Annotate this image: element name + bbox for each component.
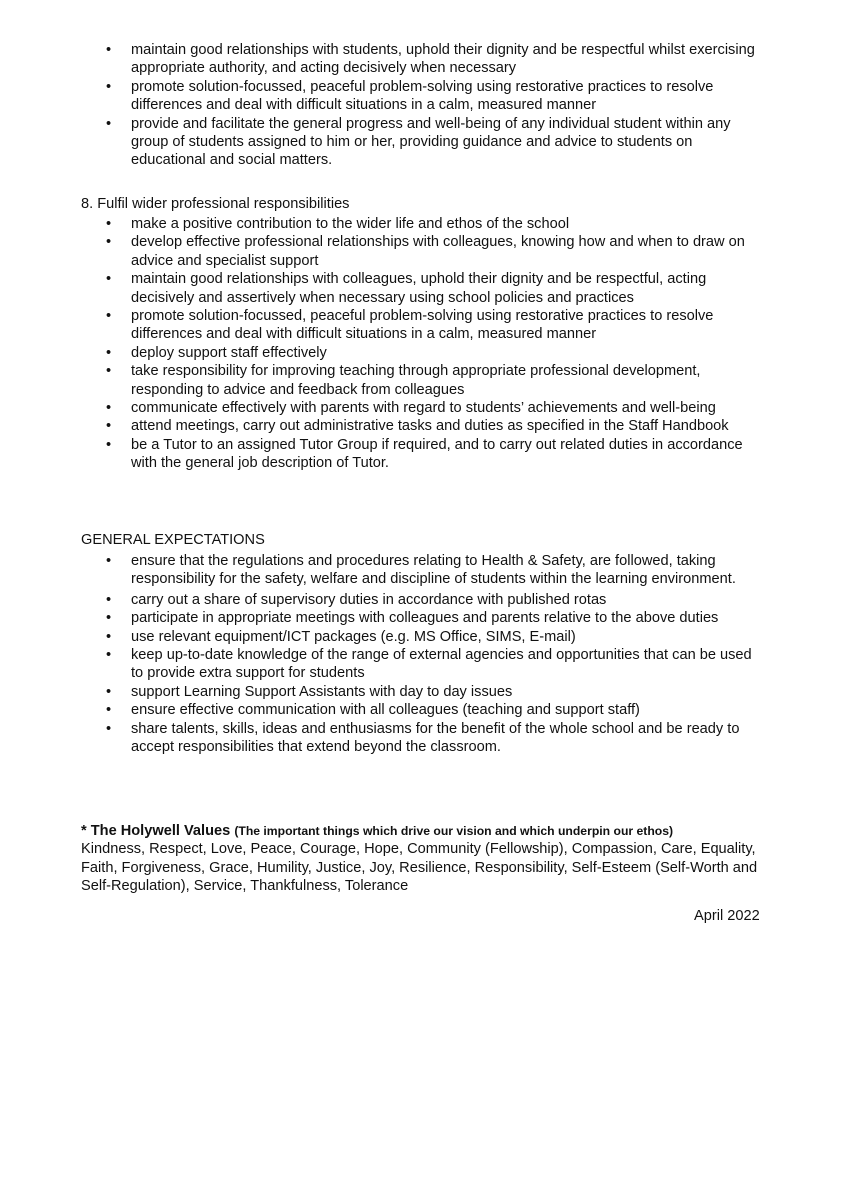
section8-heading: 8. Fulfil wider professional responsibilities: [81, 196, 350, 212]
bullet-icon: •: [106, 400, 112, 417]
section8-bullet-list: [0, 215, 849, 473]
bullet-icon: •: [106, 683, 112, 700]
bullet-icon: •: [106, 308, 112, 325]
bullet-icon: •: [106, 418, 112, 435]
general-bullet-list: [0, 552, 849, 756]
values-title: * The Holywell Values: [81, 823, 231, 839]
list-item: • ensure effective communication with all colleagues (teaching and support staff): [106, 702, 640, 719]
bullet-icon: •: [106, 702, 112, 719]
bullet-icon: •: [106, 271, 112, 288]
bullet-icon: •: [106, 720, 112, 737]
list-item: • use relevant equipment/ICT packages (e.g. MS Office, SIMS, E-mail): [106, 628, 576, 645]
bullet-icon: •: [106, 591, 112, 608]
list-item: • develop effective professional relationships with colleagues, knowing how and when to draw on advice and specialist support: [106, 234, 745, 269]
list-item: • keep up-to-date knowledge of the range of external agencies and opportunities that can be used to provide extra support for students: [106, 647, 752, 682]
list-item: • share talents, skills, ideas and enthusiasms for the benefit of the whole school and be ready to accept responsibilities that extend beyond the classroom.: [106, 720, 740, 756]
list-item: • maintain good relationships with colleagues, uphold their dignity and be respectful, acting decisively and assertively when necessary using school policies and practices: [106, 271, 707, 306]
bullet-icon: •: [106, 344, 112, 361]
general-expectations-heading: GENERAL EXPECTATIONS: [81, 532, 265, 548]
list-item: • deploy support staff effectively: [106, 344, 327, 361]
values-subtitle: (The important things which drive our vision and which underpin our ethos): [234, 824, 674, 838]
bullet-icon: •: [106, 610, 112, 627]
list-item: • communicate effectively with parents with regard to students’ achievements and well-being: [106, 400, 716, 417]
bullet-icon: •: [106, 553, 112, 569]
bullet-icon: •: [106, 363, 112, 380]
bullet-icon: •: [106, 647, 112, 664]
bullet-icon: •: [106, 628, 112, 645]
list-item: • attend meetings, carry out administrative tasks and duties as specified in the Staff Handbook: [106, 418, 729, 435]
values-text: Kindness, Respect, Love, Peace, Courage, Hope, Community (Fellowship), Compassion, Care, Equality, Faith, Forgiveness, Grace, Humility, Justice, Joy, Resilience, Responsibility, Self-Esteem (Self-Worth and Self-Regulation), Service, Thankfulness, Tolerance: [81, 841, 758, 895]
list-item: • carry out a share of supervisory duties in accordance with published rotas: [106, 591, 607, 608]
list-item: • be a Tutor to an assigned Tutor Group if required, and to carry out related duties in accordance with the general job description of Tutor.: [106, 436, 743, 472]
bullet-icon: •: [106, 234, 112, 251]
list-item: • promote solution-focussed, peaceful problem-solving using restorative practices to resolve differences and deal with difficult situations in a calm, measured manner: [106, 78, 714, 114]
bullet-icon: •: [106, 42, 112, 58]
bullet-icon: •: [106, 216, 112, 232]
list-item: • ensure that the regulations and procedures relating to Health & Safety, are followed, taking responsibility for the safety, welfare and discipline of students within the learning environment.: [106, 553, 736, 588]
list-item: • promote solution-focussed, peaceful problem-solving using restorative practices to resolve differences and deal with difficult situations in a calm, measured manner: [106, 308, 714, 343]
list-item: • support Learning Support Assistants with day to day issues: [106, 683, 513, 700]
bullet-icon: •: [106, 436, 112, 453]
document-date: April 2022: [694, 908, 760, 924]
list-item: • maintain good relationships with students, uphold their dignity and be respectful whilst exercising appropriate authority, and acting decisively when necessary: [106, 42, 755, 77]
section7-bullet-list: [0, 41, 849, 170]
list-item: • provide and facilitate the general progress and well-being of any individual student within any group of students assigned to him or her, providing guidance and advice to students on educational and social matters.: [106, 115, 731, 169]
values-heading: [81, 822, 781, 840]
holywell-values: [81, 822, 781, 896]
list-item: • make a positive contribution to the wider life and ethos of the school: [106, 216, 570, 232]
bullet-icon: •: [106, 78, 112, 95]
list-item: • participate in appropriate meetings with colleagues and parents relative to the above duties: [106, 610, 719, 627]
list-item: • take responsibility for improving teaching through appropriate professional development, responding to advice and feedback from colleagues: [106, 363, 701, 398]
bullet-icon: •: [106, 115, 112, 132]
